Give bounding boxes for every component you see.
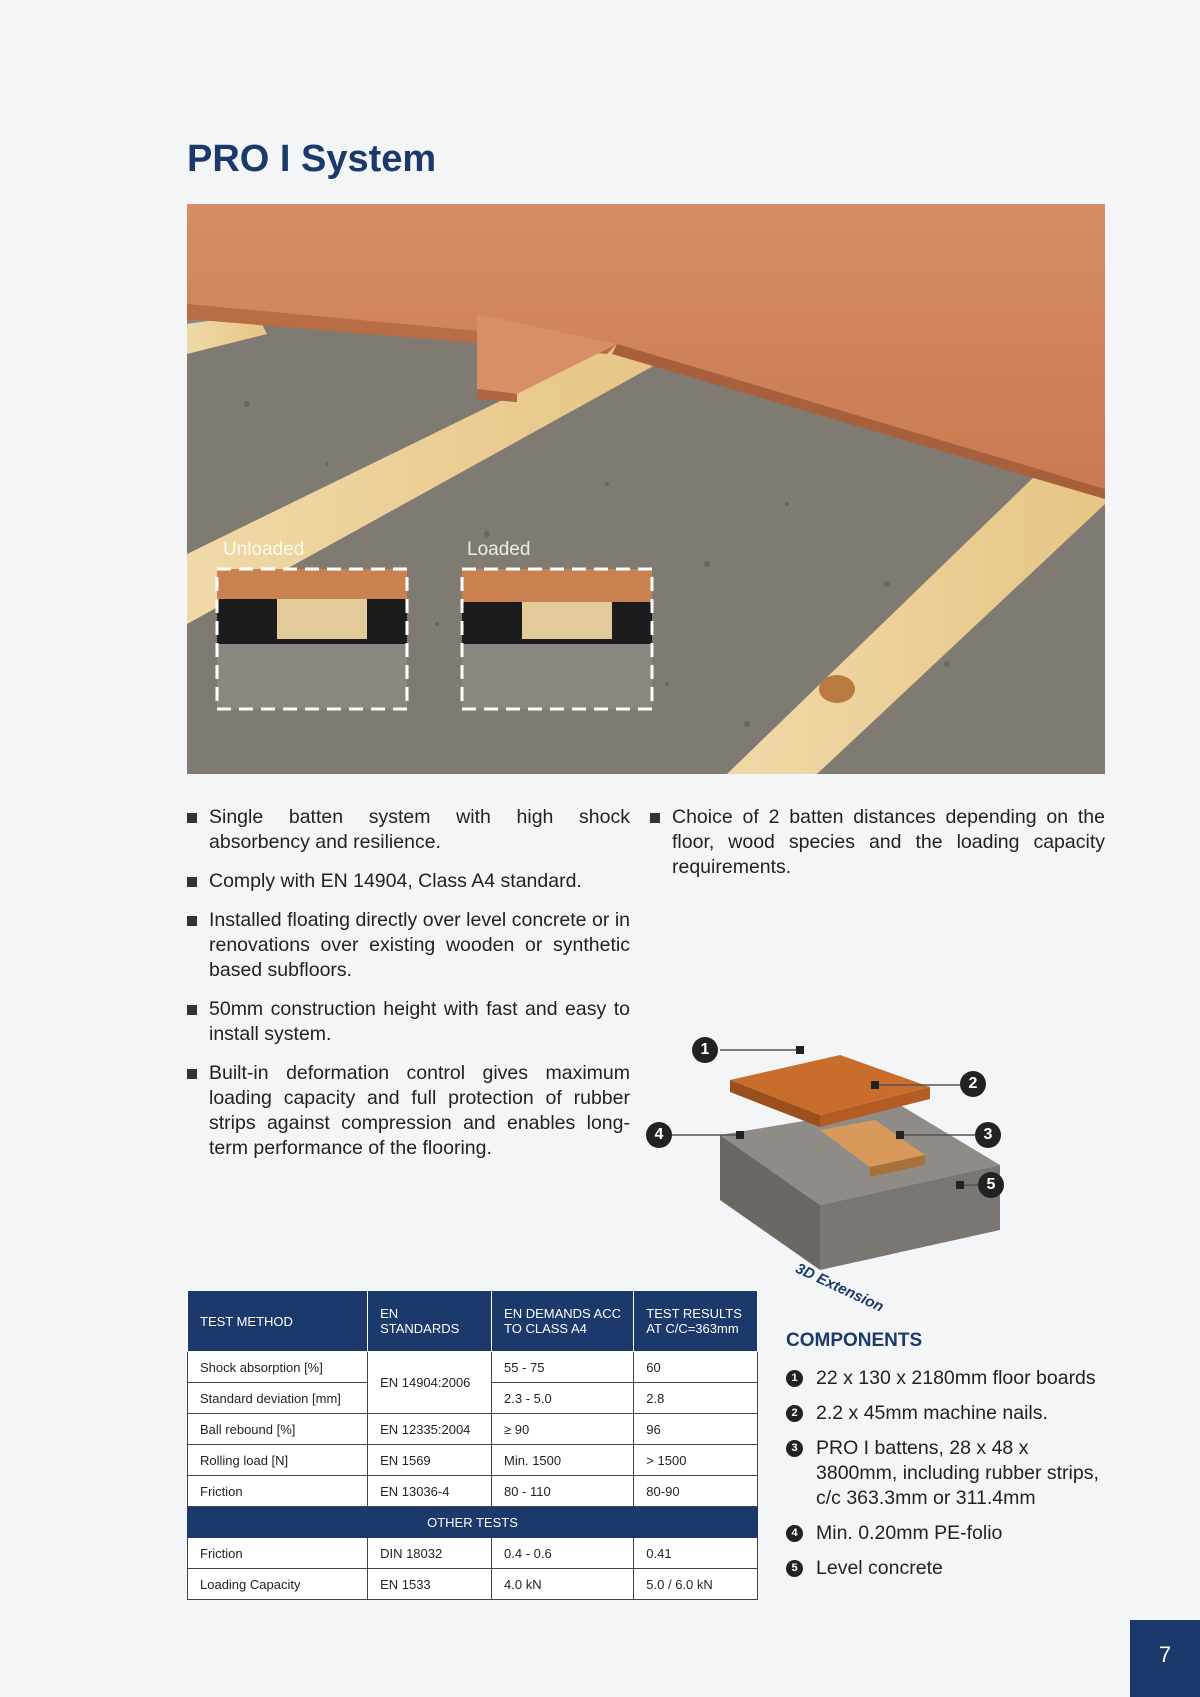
unloaded-label: Unloaded <box>223 539 305 560</box>
column-header: EN DEMANDS ACC TO CLASS A4 <box>492 1291 634 1352</box>
table-cell: > 1500 <box>634 1445 758 1476</box>
feature-list-left <box>187 805 630 1175</box>
table-cell: Rolling load [N] <box>188 1445 368 1476</box>
table-cell: 55 - 75 <box>492 1352 634 1383</box>
table-cell: 60 <box>634 1352 758 1383</box>
feature-item: Comply with EN 14904, Class A4 standard. <box>187 869 630 894</box>
components-list <box>786 1366 1106 1581</box>
table-cell: Shock absorption [%] <box>188 1352 368 1383</box>
table-cell: Friction <box>188 1476 368 1507</box>
components-section <box>786 1330 1106 1591</box>
feature-item: Single batten system with high shock absorbency and resilience. <box>187 805 630 855</box>
callout-badge-4: 4 <box>646 1122 672 1148</box>
table-row <box>188 1445 758 1476</box>
test-results-table <box>187 1290 758 1600</box>
other-tests-label: OTHER TESTS <box>188 1507 758 1538</box>
table-cell: 4.0 kN <box>492 1569 634 1600</box>
table-row <box>188 1352 758 1383</box>
component-text: 2.2 x 45mm machine nails. <box>816 1402 1048 1424</box>
table-cell: 5.0 / 6.0 kN <box>634 1569 758 1600</box>
table-cell: EN 14904:2006 <box>368 1352 492 1414</box>
feature-item: Choice of 2 batten distances depending on the floor, wood species and the loading capacity requirements. <box>650 805 1105 880</box>
column-header: TEST METHOD <box>188 1291 368 1352</box>
table-cell: EN 12335:2004 <box>368 1414 492 1445</box>
feature-item: Built-in deformation control gives maximum loading capacity and full protection of rubber strips against compression and enables long-term performance of the flooring. <box>187 1061 630 1161</box>
component-text: Level concrete <box>816 1557 943 1579</box>
component-number: 4 <box>786 1525 803 1542</box>
table-cell: 96 <box>634 1414 758 1445</box>
component-item <box>786 1401 1106 1426</box>
table-cell: Standard deviation [mm] <box>188 1383 368 1414</box>
table-row <box>188 1414 758 1445</box>
callout-badge-5: 5 <box>978 1172 1004 1198</box>
other-tests-section-row <box>188 1507 758 1538</box>
component-item <box>786 1521 1106 1546</box>
table-cell: 0.41 <box>634 1538 758 1569</box>
table-row <box>188 1476 758 1507</box>
callout-badge-1: 1 <box>692 1037 718 1063</box>
floor-installation-illustration <box>187 204 1105 774</box>
table-header-row <box>188 1291 758 1352</box>
table-cell: 2.3 - 5.0 <box>492 1383 634 1414</box>
feature-item: Installed floating directly over level concrete or in renovations over existing wooden or synthetic based subfloors. <box>187 908 630 983</box>
page-number-box <box>1130 1620 1200 1697</box>
component-text: PRO I battens, 28 x 48 x 3800mm, including rubber strips, c/c 363.3mm or 311.4mm <box>816 1437 1099 1509</box>
page-number: 7 <box>1158 1642 1172 1667</box>
column-header: EN STANDARDS <box>368 1291 492 1352</box>
table-cell: EN 13036-4 <box>368 1476 492 1507</box>
table-cell: 80-90 <box>634 1476 758 1507</box>
feature-item: 50mm construction height with fast and easy to install system. <box>187 997 630 1047</box>
component-number: 2 <box>786 1405 803 1422</box>
component-number: 1 <box>786 1370 803 1387</box>
table-cell: EN 1533 <box>368 1569 492 1600</box>
table-cell: EN 1569 <box>368 1445 492 1476</box>
components-heading: COMPONENTS <box>786 1330 923 1351</box>
column-header: TEST RESULTS AT C/C=363mm <box>634 1291 758 1352</box>
component-item <box>786 1366 1106 1391</box>
callout-badge-3: 3 <box>975 1122 1001 1148</box>
callout-badge-2: 2 <box>960 1071 986 1097</box>
component-number: 3 <box>786 1440 803 1457</box>
table-cell: Loading Capacity <box>188 1569 368 1600</box>
feature-list-right <box>650 805 1105 894</box>
table-cell: DIN 18032 <box>368 1538 492 1569</box>
hero-photo <box>187 204 1105 774</box>
table-cell: 2.8 <box>634 1383 758 1414</box>
table-cell: 80 - 110 <box>492 1476 634 1507</box>
component-number: 5 <box>786 1560 803 1577</box>
component-item <box>786 1556 1106 1581</box>
loaded-inset <box>462 569 652 709</box>
component-text: Min. 0.20mm PE-folio <box>816 1522 1003 1544</box>
component-text: 22 x 130 x 2180mm floor boards <box>816 1367 1096 1389</box>
table-cell: Ball rebound [%] <box>188 1414 368 1445</box>
loaded-label: Loaded <box>467 539 531 560</box>
component-diagram <box>654 1015 1105 1316</box>
extension-label: 3D Extension <box>792 1260 887 1316</box>
table-cell: 0.4 - 0.6 <box>492 1538 634 1569</box>
table-cell: Friction <box>188 1538 368 1569</box>
table-cell: Min. 1500 <box>492 1445 634 1476</box>
component-item <box>786 1436 1106 1511</box>
layer-stack-illustration <box>660 1015 1105 1305</box>
unloaded-inset <box>217 569 407 709</box>
table-row <box>188 1569 758 1600</box>
table-cell: ≥ 90 <box>492 1414 634 1445</box>
table-row <box>188 1538 758 1569</box>
page-title: PRO I System <box>187 138 437 180</box>
